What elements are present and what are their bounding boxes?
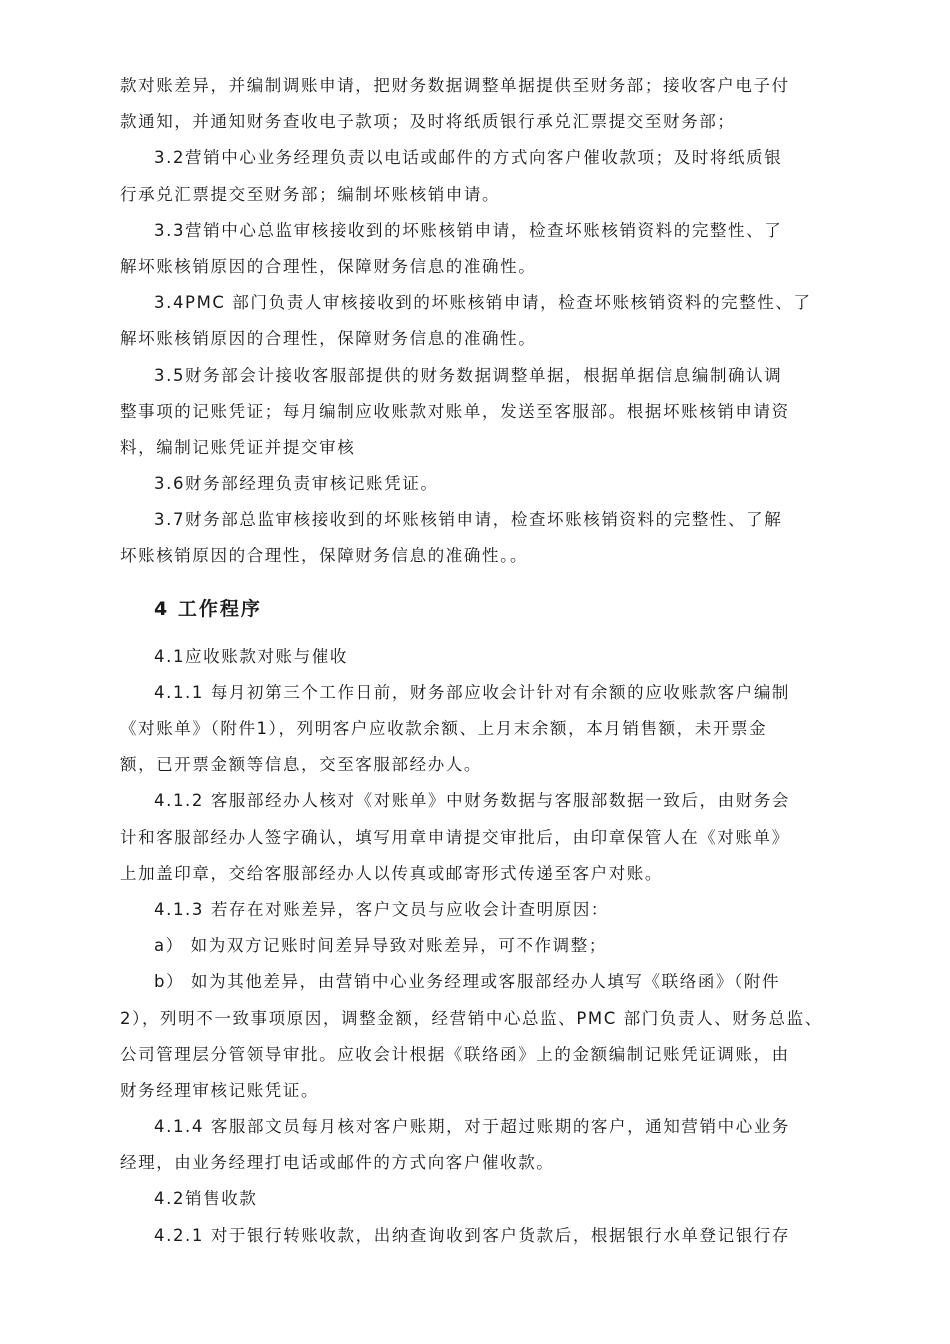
section-heading: 4 工作程序 xyxy=(154,597,262,620)
paragraph-line: 上加盖印章，交给客服部经办人以传真或邮寄形式传递至客户对账。 xyxy=(120,863,663,883)
paragraph-line: 4.1.1 每月初第三个工作日前，财务部应收会计针对有余额的应收账款客户编制 xyxy=(154,682,791,702)
paragraph-line: 整事项的记账凭证；每月编制应收账款对账单，发送至客服部。根据坏账核销申请资 xyxy=(120,401,790,421)
paragraph-line: 料，编制记账凭证并提交审核 xyxy=(120,437,356,457)
paragraph-line: 3.4PMC 部门负责人审核接收到的坏账核销申请，检查坏账核销资料的完整性、了 xyxy=(154,293,812,313)
paragraph-line: 4.1.4 客服部文员每月核对客户账期，对于超过账期的客户，通知营销中心业务 xyxy=(154,1117,791,1137)
document-body xyxy=(120,68,840,1254)
paragraph-line: 4.1.2 客服部经办人核对《对账单》中财务数据与客服部数据一致后，由财务会 xyxy=(154,791,791,811)
subsection-title: 4.2销售收款 xyxy=(154,1189,258,1209)
paragraph-line: 4.2.1 对于银行转账收款，出纳查询收到客户货款后，根据银行水单登记银行存 xyxy=(154,1225,791,1245)
paragraph-line: 坏账核销原因的合理性，保障财务信息的准确性。。 xyxy=(120,546,529,566)
paragraph-line: 公司管理层分管领导审批。应收会计根据《联络函》上的金额编制记账凭证调账，由 xyxy=(120,1044,790,1064)
paragraph-line: 额，已开票金额等信息，交至客服部经办人。 xyxy=(120,755,482,775)
subsection-title: 4.1应收账款对账与催收 xyxy=(154,646,348,666)
paragraph-line: 款对账差异，并编制调账申请，把财务数据调整单据提供至财务部；接收客户电子付 xyxy=(120,76,790,95)
paragraph-line: 3.6财务部经理负责审核记账凭证。 xyxy=(154,474,439,494)
paragraph-line: 4.1.3 若存在对账差异，客户文员与应收会计查明原因： xyxy=(154,899,610,919)
paragraph-line: 3.7财务部总监审核接收到的坏账核销申请，检查坏账核销资料的完整性、了解 xyxy=(154,510,783,530)
paragraph-line: 3.2营销中心业务经理负责以电话或邮件的方式向客户催收款项；及时将纸质银 xyxy=(154,148,783,168)
list-item-a: a） 如为双方记账时间差异导致对账差异，可不作调整； xyxy=(154,936,607,956)
list-item-b: b） 如为其他差异，由营销中心业务经理或客服部经办人填写《联络函》（附件 xyxy=(154,972,781,992)
paragraph-line: 财务经理审核记账凭证。 xyxy=(120,1080,320,1100)
paragraph-line: 行承兑汇票提交至财务部；编制坏账核销申请。 xyxy=(120,184,501,204)
paragraph-line: 3.3营销中心总监审核接收到的坏账核销申请，检查坏账核销资料的完整性、了 xyxy=(154,220,783,240)
paragraph-line: 解坏账核销原因的合理性，保障财务信息的准确性。 xyxy=(120,256,537,276)
paragraph-line: 3.5财务部会计接收客服部提供的财务数据调整单据，根据单据信息编制确认调 xyxy=(154,365,783,385)
paragraph-line: 2），列明不一致事项原因，调整金额，经营销中心总监、PMC 部门负责人、财务总监、 xyxy=(120,1008,823,1028)
paragraph-line: 经理，由业务经理打电话或邮件的方式向客户催收款。 xyxy=(120,1153,555,1173)
paragraph-line: 解坏账核销原因的合理性，保障财务信息的准确性。 xyxy=(120,329,537,349)
paragraph-line: 款通知，并通知财务查收电子款项；及时将纸质银行承兑汇票提交至财务部； xyxy=(120,112,736,132)
paragraph-line: 计和客服部经办人签字确认，填写用章申请提交审批后，由印章保管人在《对账单》 xyxy=(120,827,790,847)
paragraph-line: 《对账单》（附件1），列明客户应收款余额、上月末余额，本月销售额，未开票金 xyxy=(120,719,768,738)
